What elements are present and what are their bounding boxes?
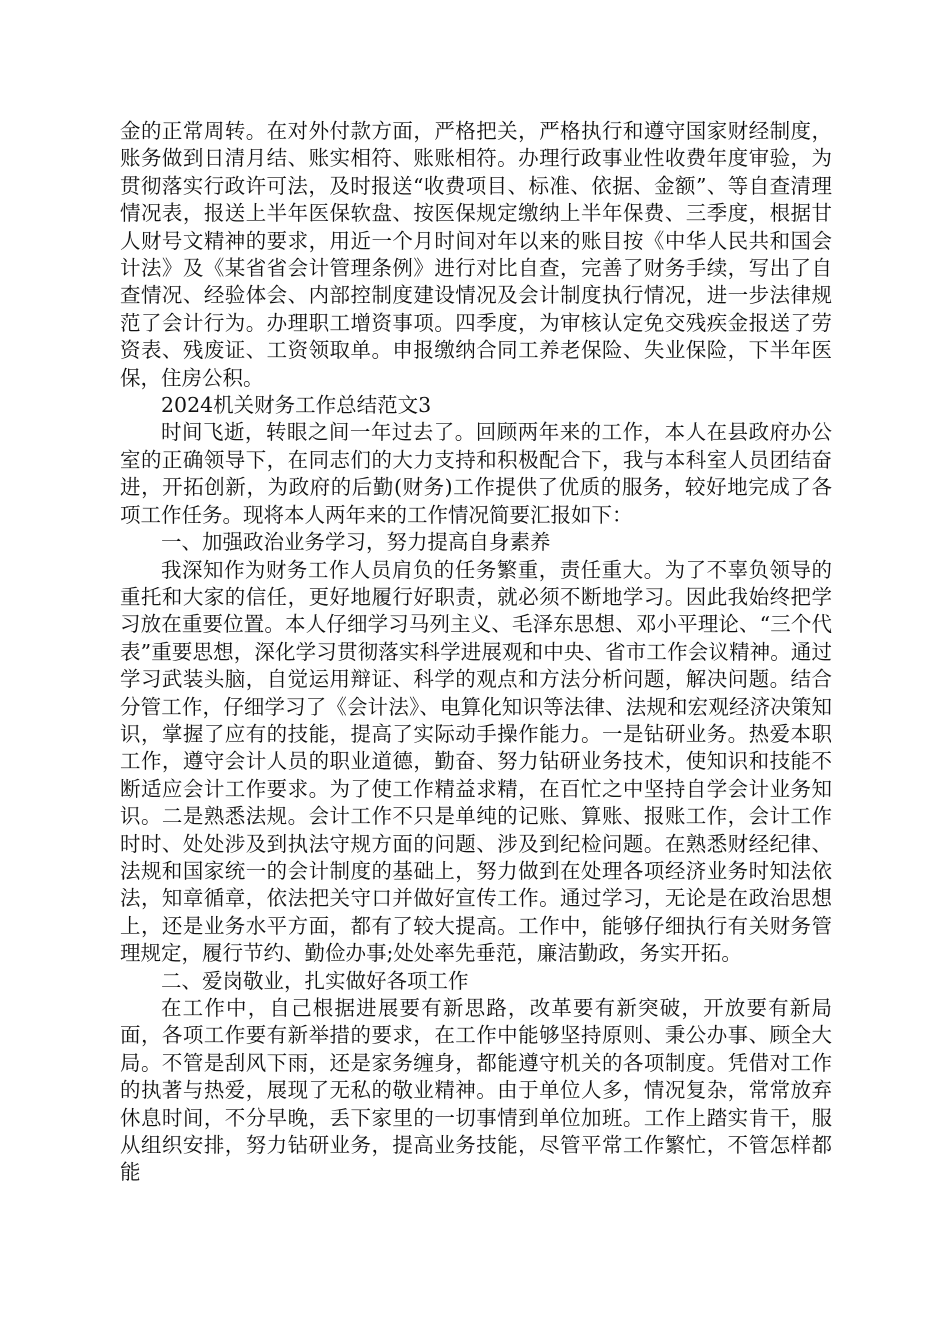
section-heading-1: 一、加强政治业务学习，努力提高自身素养 <box>161 530 551 555</box>
paragraph-dedication: 在工作中，自己根据进展要有新思路，改革要有新突破，开放要有新局面，各项工作要有新举措的要求，在工作中能够坚持原则、秉公办事、顾全大局。不管是刮风下雨，还是家务缠身，都能遵守机关的各项制度。凭借对工作的执著与热爱，展现了无私的敬业精神。由于单位人多，情况复杂，常常放弃休息时间，不分早晚，丢下家里的一切事情到单位加班。工作上踏实肯干，服从组织安排，努力钻研业务，提高业务技能，尽管平常工作繁忙，不管怎样都能 <box>120 996 832 1185</box>
paragraph-continuation: 金的正常周转。在对外付款方面，严格把关，严格执行和遵守国家财经制度，账务做到日清月结、账实相符、账账相符。办理行政事业性收费年度审验，为贯彻落实行政许可法，及时报送“收费项目、标准、依据、金额”、等自查清理情况表，报送上半年医保软盘、按医保规定缴纳上半年保费、三季度，根据甘人财号文精神的要求，用近一个月时间对年以来的账目按《中华人民共和国会计法》及《某省省会计管理条例》进行对比自查，完善了财务手续，写出了自查情况、经验体会、内部控制度建设情况及会计制度执行情况，进一步法律规范了会计行为。办理职工增资事项。四季度，为审核认定免交残疾金报送了劳资表、残废证、工资领取单。申报缴纳合同工养老保险、失业保险，下半年医保，住房公积。 <box>120 119 832 390</box>
paragraph-study: 我深知作为财务工作人员肩负的任务繁重，责任重大。为了不辜负领导的重托和大家的信任，更好地履行好职责，就必须不断地学习。因此我始终把学习放在重要位置。本人仔细学习马列主义、毛泽东思想、邓小平理论、“三个代表”重要思想，深化学习贯彻落实科学进展观和中央、省市工作会议精神。通过学习武装头脑，自觉运用辩证、科学的观点和方法分析问题，解决问题。结合分管工作，仔细学习了《会计法》、电算化知识等法律、法规和宏观经济决策知识，掌握了应有的技能，提高了实际动手操作能力。一是钻研业务。热爱本职工作，遵守会计人员的职业道德，勤奋、努力钻研业务技术，使知识和技能不断适应会计工作要求。为了使工作精益求精，在百忙之中坚持自学会计业务知识。二是熟悉法规。会计工作不只是单纯的记账、算账、报账工作，会计工作时时、处处涉及到执法守规方面的问题、涉及到纪检问题。在熟悉财经纪律、法规和国家统一的会计制度的基础上，努力做到在处理各项经济业务时知法依法，知章循章，依法把关守口并做好宣传工作。通过学习，无论是在政治思想上，还是业务水平方面，都有了较大提高。工作中，能够仔细执行有关财务管理规定，履行节约、勤俭办事;处处率先垂范，廉洁勤政，务实开拓。 <box>120 557 832 966</box>
document-page <box>120 118 832 1187</box>
section-heading-2: 二、爱岗敬业，扎实做好各项工作 <box>161 968 469 993</box>
section-title: 2024机关财务工作总结范文3 <box>161 393 432 418</box>
paragraph-intro: 时间飞逝，转眼之间一年过去了。回顾两年来的工作，本人在县政府办公室的正确领导下，在同志们的大力支持和积极配合下，我与本科室人员团结奋进，开拓创新，为政府的后勤(财务)工作提供了优质的服务，较好地完成了各项工作任务。现将本人两年来的工作情况简要汇报如下： <box>120 420 832 527</box>
